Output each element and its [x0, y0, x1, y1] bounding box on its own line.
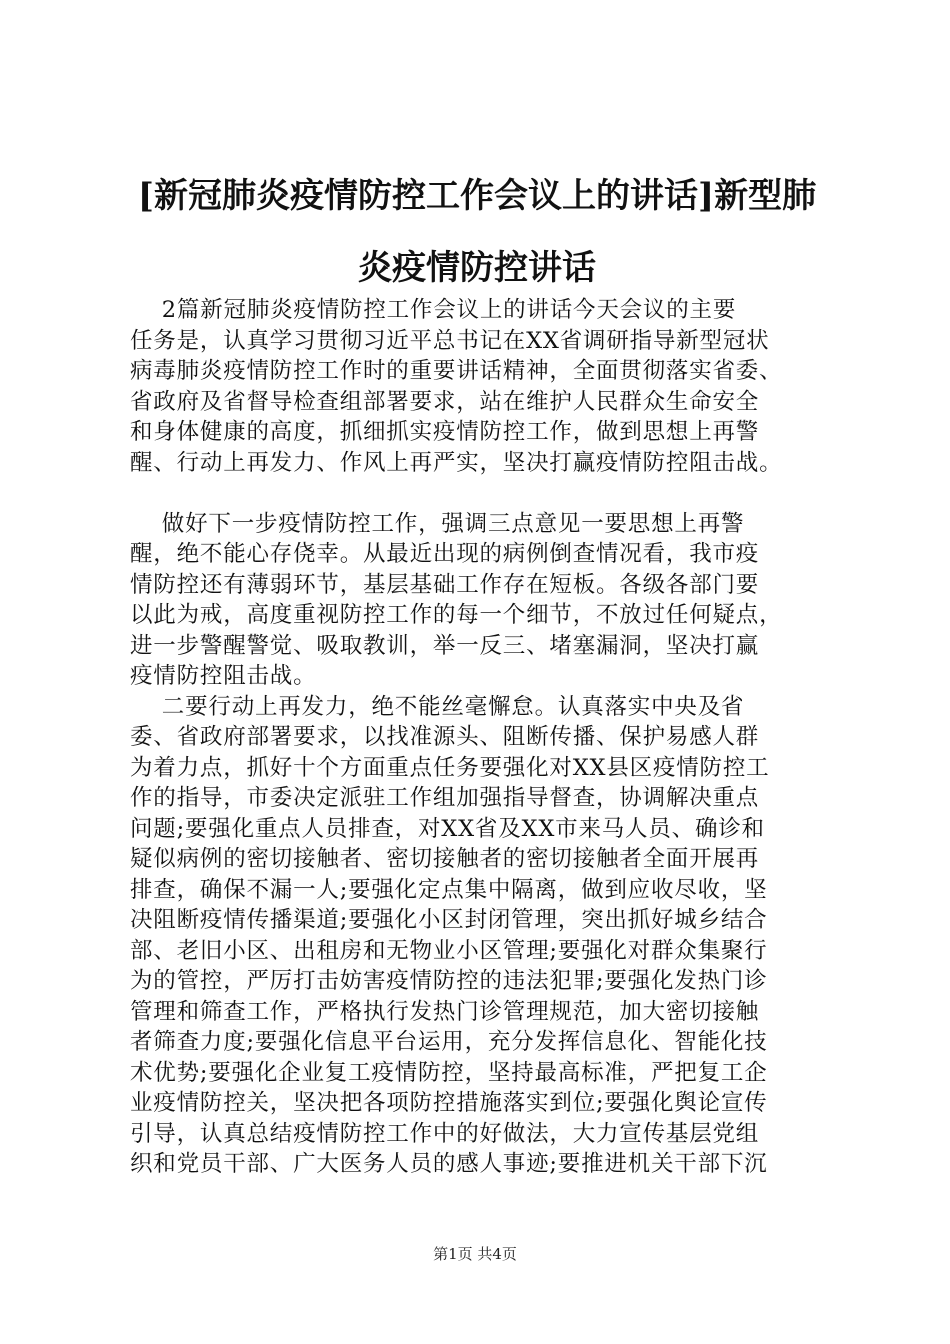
page-number-footer: 第1页 共4页 [433, 1245, 517, 1263]
text-line: 省政府及省督导检查组部署要求，站在维护人民群众生命安全 [130, 388, 760, 415]
text-line: 和身体健康的高度，抓细抓实疫情防控工作，做到思想上再警 [130, 419, 760, 445]
document-title [120, 160, 834, 304]
paragraph-intro [130, 295, 826, 478]
text-line: 做好下一步疫情防控工作，强调三点意见一要思想上再警 [130, 510, 745, 537]
paragraph-point-one [130, 509, 826, 692]
text-line: 疫情防控阻击战。 [130, 663, 317, 689]
text-line: 2篇新冠肺炎疫情防控工作会议上的讲话今天会议的主要 [130, 297, 737, 323]
text-line: 为的管控，严厉打击妨害疫情防控的违法犯罪;要强化发热门诊 [130, 968, 768, 994]
text-line: 醒、行动上再发力、作风上再严实，坚决打赢疫情防控阻击战。 [130, 449, 783, 476]
text-line: 二要行动上再发力，绝不能丝毫懈怠。认真落实中央及省 [130, 693, 745, 720]
text-line: 部、老旧小区、出租房和无物业小区管理;要强化对群众集聚行 [130, 937, 768, 964]
text-line: 管理和筛查工作，严格执行发热门诊管理规范，加大密切接触 [130, 998, 760, 1025]
text-line: 进一步警醒警觉、吸取教训，举一反三、堵塞漏洞，坚决打赢 [130, 632, 760, 659]
title-line: 炎疫情防控讲话 [358, 248, 596, 288]
text-line: 业疫情防控关，坚决把各项防控措施落实到位;要强化舆论宣传 [130, 1090, 768, 1116]
text-line: 术优势;要强化企业复工疫情防控，坚持最高标准，严把复工企 [130, 1059, 768, 1086]
text-line: 以此为戒，高度重视防控工作的每一个细节，不放过任何疑点， [130, 602, 783, 628]
text-line: 织和党员干部、广大医务人员的感人事迹;要推进机关干部下沉 [130, 1151, 768, 1177]
document-body [130, 295, 826, 1180]
text-line: 病毒肺炎疫情防控工作时的重要讲话精神，全面贯彻落实省委、 [130, 358, 783, 384]
text-line: 任务是，认真学习贯彻习近平总书记在XX省调研指导新型冠状 [130, 327, 770, 354]
text-line: 醒，绝不能心存侥幸。从最近出现的病例倒查情况看，我市疫 [130, 541, 760, 567]
text-line: 问题;要强化重点人员排查，对XX省及XX市来马人员、确诊和 [130, 815, 765, 842]
text-line: 者筛查力度;要强化信息平台运用，充分发挥信息化、智能化技 [130, 1029, 768, 1055]
text-line: 为着力点，抓好十个方面重点任务要强化对XX县区疫情防控工 [130, 754, 770, 781]
paragraph-point-two [130, 692, 826, 1180]
text-line: 情防控还有薄弱环节，基层基础工作存在短板。各级各部门要 [130, 571, 760, 598]
text-line: 引导，认真总结疫情防控工作中的好做法，大力宣传基层党组 [130, 1120, 760, 1147]
title-line: [新冠肺炎疫情防控工作会议上的讲话]新型肺 [137, 176, 817, 216]
text-line: 作的指导，市委决定派驻工作组加强指导督查，协调解决重点 [130, 785, 760, 811]
text-line: 委、省政府部署要求，以找准源头、阻断传播、保护易感人群 [130, 724, 760, 750]
paragraph-gap [130, 478, 826, 509]
text-line: 疑似病例的密切接触者、密切接触者的密切接触者全面开展再 [130, 846, 760, 872]
text-line: 排查，确保不漏一人;要强化定点集中隔离，做到应收尽收，坚 [130, 876, 768, 903]
text-line: 决阻断疫情传播渠道;要强化小区封闭管理，突出抓好城乡结合 [130, 907, 768, 933]
